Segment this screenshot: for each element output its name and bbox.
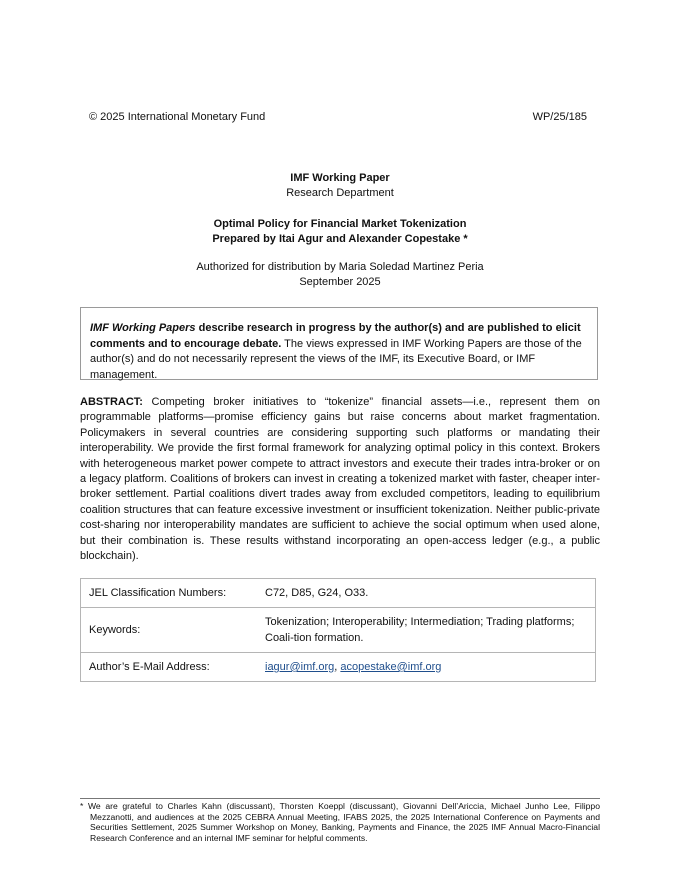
publication-date: September 2025	[299, 276, 381, 288]
paper-title: Optimal Policy for Financial Market Tokenization	[213, 218, 467, 230]
abstract	[80, 395, 600, 564]
info-table	[80, 578, 596, 682]
table-row	[81, 579, 596, 608]
table-row	[81, 653, 596, 682]
abstract-text: Competing broker initiatives to “tokenize” financial assets—i.e., represent them on programmable platforms—promise efficiency gains but raise concerns about market fragmentation. Policymakers in several countries are considering supporting such platforms or mandating their interoperability. We provide the first formal framework for analyzing optimal policy in this context. Brokers with heterogeneous market power compete to attract investors and execute their trades intra-broker or on a legacy platform. Coalitions of brokers can invest in creating a tokenized market with faster, cheaper inter-broker settlement. Partial coalitions divert trades away from excluded competitors, leading to equilibrium coalition structures that can feature excessive investment or insufficient tokenization. Neither public-private cost-sharing nor interoperability mandates are sufficient to achieve the social optimum when used alone, but their combination is. These results withstand incorporating an open-access ledger (e.g., a public blockchain).	[80, 396, 600, 563]
working-paper-number: WP/25/185	[532, 111, 587, 123]
email-label: Author’s E-Mail Address:	[81, 653, 258, 682]
keywords-label: Keywords:	[81, 608, 258, 653]
email-separator: ,	[334, 661, 341, 673]
acknowledgement-footnote: * We are grateful to Charles Kahn (discussant), Thorsten Koeppl (discussant), Giovanni Dell’Ariccia, Michael Junho Lee, Filippo Mezzanotti, and audiences at the 2025 CEBRA Annual Meeting, IFABS 2025, the 2025 International Conference on Payments and Securities Settlement, 2025 Summer Workshop on Money, Banking, Payments and Finance, the 2025 IMF Annual Macro-Financial Research Conference and an internal IMF seminar for helpful comments.	[80, 801, 600, 843]
jel-value: C72, D85, G24, O33.	[257, 579, 596, 608]
jel-label: JEL Classification Numbers:	[81, 579, 258, 608]
authorized-line: Authorized for distribution by Maria Soledad Martinez Peria	[196, 261, 484, 273]
keywords-value: Tokenization; Interoperability; Intermediation; Trading platforms; Coali-tion formation.	[257, 608, 596, 653]
copyright-notice: © 2025 International Monetary Fund	[89, 111, 266, 123]
email-link-copestake[interactable]: acopestake@imf.org	[340, 661, 442, 673]
disclaimer-box	[80, 307, 598, 380]
disclaimer-series: IMF Working Papers	[90, 322, 196, 334]
department: Research Department	[286, 187, 394, 199]
abstract-label: ABSTRACT:	[80, 396, 143, 408]
table-row	[81, 608, 596, 653]
authors-line: Prepared by Itai Agur and Alexander Copestake *	[212, 233, 468, 245]
disclaimer-regular: The views expressed in IMF Working Papers are those of the author(s) and do not necessarily represent the views of the IMF, its Executive Board, or IMF management.	[90, 337, 582, 381]
email-value	[257, 653, 596, 682]
disclaimer-bold: describe research in progress by the author(s) and are published to elicit comments and to encourage debate.	[90, 322, 581, 350]
email-link-agur[interactable]: iagur@imf.org	[265, 661, 335, 673]
series-title: IMF Working Paper	[290, 172, 390, 184]
footnote-divider	[80, 798, 600, 799]
